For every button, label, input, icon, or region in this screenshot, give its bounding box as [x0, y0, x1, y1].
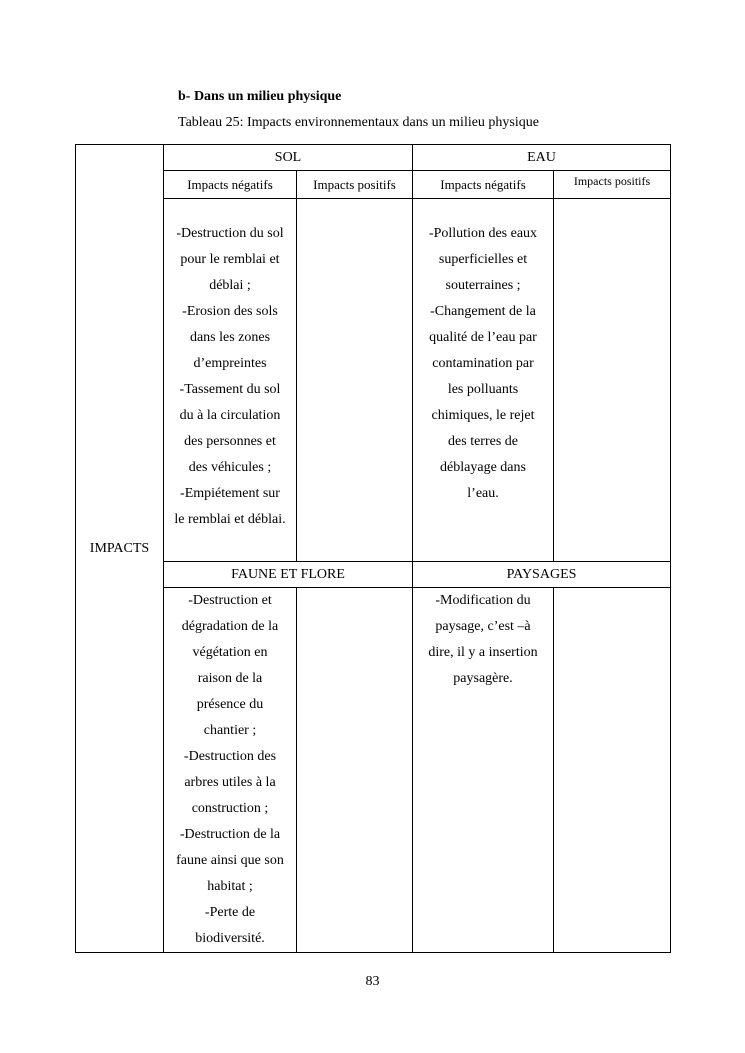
paysages-negatifs-text: -Modification du paysage, c’est –à dire, il y a insertion paysagère.: [428, 593, 538, 686]
sol-positifs-header: Impacts positifs: [297, 171, 413, 199]
paysages-negatifs-cell: [413, 588, 554, 953]
table-caption: Tableau 25: Impacts environnementaux dans un milieu physique: [178, 115, 539, 130]
eau-header: EAU: [413, 145, 671, 171]
section-heading: b- Dans un milieu physique: [178, 89, 342, 104]
eau-negatifs-text: -Pollution des eaux superficielles et souterraines ; -Changement de la qualité de l’eau par contamination par les polluants chimiques, le rejet des terres de déblayage dans l’eau.: [428, 226, 538, 501]
page-number: 83: [365, 974, 380, 989]
eau-negatifs-cell: [413, 199, 554, 562]
table-row: [76, 145, 671, 171]
sol-positifs-text: [297, 199, 412, 221]
eau-positifs-header: Impacts positifs: [554, 171, 671, 199]
faune-positifs-cell: [297, 588, 413, 953]
paysages-header: PAYSAGES: [413, 562, 671, 588]
impacts-table: [75, 144, 671, 953]
eau-positifs-text: [554, 199, 670, 221]
sol-positifs-cell: [297, 199, 413, 562]
faune-negatifs-text: -Destruction et dégradation de la végétation en raison de la présence du chantier ; -Destruction des arbres utiles à la construction ; -Destruction de la faune ainsi que son habitat ; -Perte de biodiversité.: [176, 593, 284, 946]
impacts-row-label: IMPACTS: [76, 145, 164, 953]
sol-header: SOL: [164, 145, 413, 171]
faune-flore-header: FAUNE ET FLORE: [164, 562, 413, 588]
sol-negatifs-cell: [164, 199, 297, 562]
table-row: [76, 588, 671, 953]
eau-negatifs-header: Impacts négatifs: [413, 171, 554, 199]
paysages-positifs-cell: [554, 588, 671, 953]
faune-negatifs-cell: [164, 588, 297, 953]
sol-negatifs-text: -Destruction du sol pour le remblai et déblai ; -Erosion des sols dans les zones d’empreintes -Tassement du sol du à la circulation des personnes et des véhicules ; -Empiétement sur le remblai et déblai.: [174, 226, 286, 527]
sol-negatifs-header: Impacts négatifs: [164, 171, 297, 199]
table-row: [76, 562, 671, 588]
table-row: [76, 199, 671, 562]
table-row: [76, 171, 671, 199]
eau-positifs-cell: [554, 199, 671, 562]
